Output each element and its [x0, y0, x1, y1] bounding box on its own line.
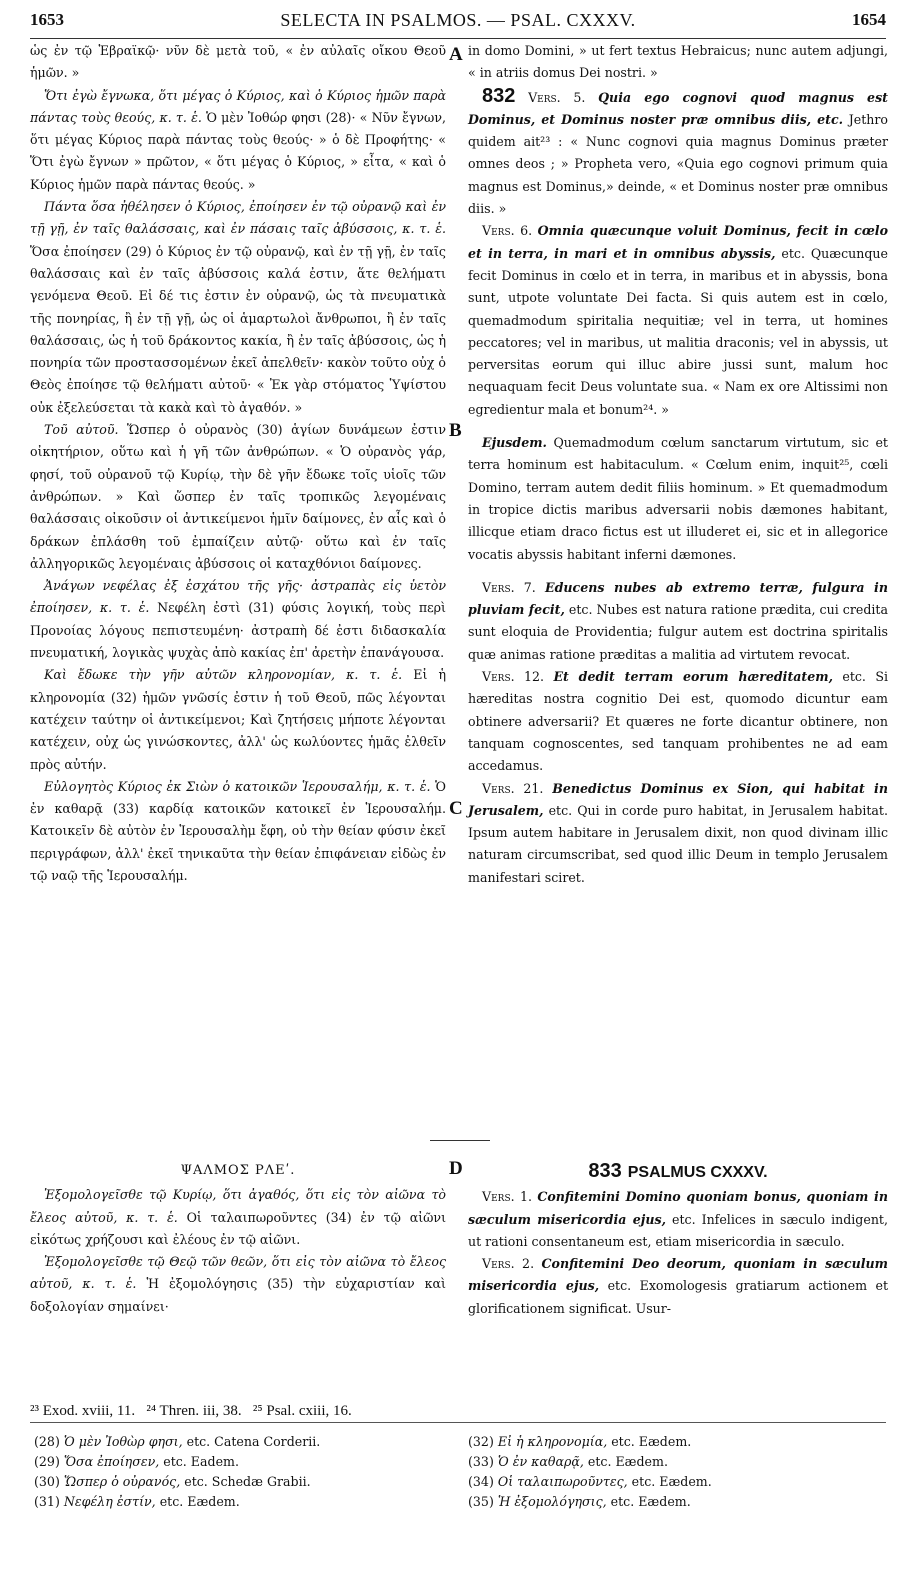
latin-text: etc. Qui in corde puro habitat, in Jerusalem habitat. Ipsum autem habitare in Jerusalem dixit, non quod divinam illic naturam circumscribat, sed quod illic Deum in templo Jerusalem manifestari sciret. — [468, 802, 888, 885]
footnote-reference: Οἱ ταλαιπωροῦντες, — [497, 1474, 628, 1489]
spacer — [468, 566, 888, 577]
psalm-title: PSALMUS CXXXV. — [627, 1164, 768, 1181]
greek-lemma: Τοῦ αὐτοῦ. — [44, 422, 119, 438]
latin-text: Quemadmodum cœlum sanctarum virtutum, sic et terra hominum est habitaculum. « Cœlum enim, inquit²⁵, cœli Domino, terram autem dedit filiis hominum. » Et quemadmodum in tropice dictis maribus adversarii nobis dæmones habitant, illicque etiam draco fictus est ut illuderet ei, sic et in allegorice vocatis abyssis habitant inferni dæmones. — [468, 435, 888, 562]
footnote — [468, 1432, 878, 1452]
greek-lemma: Ἀνάγων νεφέλας ἐξ ἐσχάτου τῆς γῆς· ἀστραπὰς εἰς ὑετὸν ἐποίησεν, κ. τ. ἑ. — [30, 578, 446, 616]
latin-text: etc. Si hæreditas nostra cognitio Dei est, quomodo dicuntur eam obtinere adversarii? Et quæres ne forte dicantur obtinere, non tanquam cognoscentes, sed tanquam prohibentes ne ad eam accedamus. — [468, 669, 888, 774]
page-number-left: 1653 — [30, 10, 64, 29]
margin-letter-a: A — [449, 44, 463, 65]
greek-lemma: Ἐξομολογεῖσθε τῷ Θεῷ τῶν θεῶν, ὅτι εἰς τὸν αἰῶνα τὸ ἔλεος αὐτοῦ, κ. τ. ἑ. — [30, 1254, 446, 1292]
margin-letter-b: B — [449, 420, 462, 441]
footnote-number: (32) — [468, 1434, 494, 1449]
latin-paragraph — [468, 1253, 888, 1320]
footnote-source: etc. Eædem. — [627, 1474, 712, 1489]
latin-text: etc. Infelices in sæculo indigent, ut rationi consentaneum est, etiam misericordia in sæculo. — [468, 1211, 888, 1249]
latin-paragraph — [468, 778, 888, 889]
latin-paragraph — [468, 666, 888, 777]
page-header — [30, 6, 886, 34]
footnote-reference: Νεφέλη ἐστίν, — [63, 1494, 156, 1509]
footnote-reference: Ὁ ἐν καθαρᾷ, — [497, 1454, 584, 1469]
latin-paragraph — [468, 432, 888, 566]
latin-lemma: Confitemini Deo deorum, quoniam in sæculum misericordia ejus, — [468, 1256, 888, 1294]
footnote — [468, 1492, 878, 1512]
greek-lemma: Ὅτι ἐγὼ ἔγνωκα, ὅτι μέγας ὁ Κύριος, καὶ ὁ Κύριος ἡμῶν παρὰ πάντας τοὺς θεούς, κ. τ. ἑ. — [30, 87, 446, 125]
footnote-reference: Ὥσπερ ὁ οὐρανός, — [63, 1474, 181, 1489]
greek-text: ὡς ἐν τῷ Ἑβραϊκῷ· νῦν δὲ μετὰ τοῦ, « ἐν αὐλαῖς οἴκου Θεοῦ ἡμῶν. » — [30, 43, 446, 81]
latin-text: etc. Nubes est natura ratione prædita, cui credita sunt eloquia de Providentia; fulgur autem est doctrina spiritalis quæ animas ratione præditas a malitia ad virtutem revocat. — [468, 602, 888, 662]
footnote — [468, 1472, 878, 1492]
footnote-source: etc. Eædem. — [583, 1454, 668, 1469]
footnote-reference: Ὁ μὲν Ἰοθὼρ φησι, — [63, 1434, 183, 1449]
footnote — [34, 1432, 444, 1452]
footnote-number: (31) — [34, 1494, 60, 1509]
greek-lemma: Καὶ ἔδωκε τὴν γῆν αὐτῶν κληρονομίαν, κ. τ. ἑ. — [44, 667, 403, 683]
latin-text: in domo Domini, » ut fert textus Hebraicus; nunc autem adjungi, « in atriis domus Dei nostri. » — [468, 43, 888, 81]
verse-label: Vers. 6. — [482, 223, 533, 239]
footnote — [34, 1472, 444, 1492]
greek-column-bottom — [30, 1160, 446, 1318]
greek-paragraph — [30, 1184, 446, 1251]
greek-text: Ὁ μὲν Ἰοθώρ φησι (28)· « Νῦν ἔγνων, ὅτι μέγας Κύριος παρὰ πάντας τοὺς θεούς· » ὁ δὲ Προφήτης· « Ὅτι ἐγὼ ἔγνων » πρῶτον, « ὅτι μέγας ὁ Κύριος, » εἶτα, « καὶ ὁ Κύριος ἡμῶν παρὰ πάντας θεούς. » — [30, 109, 446, 192]
margin-letter-c: C — [449, 798, 463, 819]
verse-label: Vers. 21. — [482, 780, 544, 796]
latin-paragraph — [468, 1186, 888, 1253]
greek-text: Ὁ ἐν καθαρᾷ (33) καρδίᾳ κατοικῶν κατοικεῖ ἐν Ἱερουσαλήμ. Κατοικεῖν δὲ αὐτὸν ἐν Ἱερουσαλὴμ ἔφη, οὐ τὴν θείαν φύσιν ἐκεῖ περιγράφων, ἀλλ' ἐκεῖ τηνικαῦτα τὴν θείαν ἐπιφάνειαν εἰδὼς ἐν τῷ ναῷ τῆς Ἱερουσαλήμ. — [30, 778, 446, 883]
verse-label: Vers. 5. — [528, 89, 586, 105]
footnote — [34, 1492, 444, 1512]
column-number: 833 — [588, 1160, 622, 1182]
latin-lemma: Educens nubes ab extremo terræ, fulgura in pluviam fecit, — [468, 579, 888, 618]
greek-text: Ὥσπερ ὁ οὐρανὸς (30) ἁγίων δυνάμεων ἐστιν οἰκητήριον, οὕτω καὶ ἡ γῆ τῶν ἀνθρώπων. « Ὁ οὐρανὸς γάρ, φησί, τοῦ οὐρανοῦ τῷ Κυρίῳ, τὴν δὲ γῆν ἔδωκε τοῖς υἱοῖς τῶν ἀνθρώπων. » Καὶ ὥσπερ ἐν ταῖς τροπικῶς λεγομέναις θαλάσσαις οἰκοῦσιν οἱ ἀντικείμενοι ἡμῖν δαίμονες, ἐν αἷς καὶ ὁ δράκων ἐπλάσθη τοῦ ἐμπαίζειν αὐτῷ· οὕτω καὶ ἐν ταῖς ἀλληγορικῶς λεγομέναις ἀβύσσοις οἱ καταχθόνιοι δαίμονες. — [30, 422, 446, 571]
greek-paragraph — [30, 40, 446, 85]
footnote-reference: Ὅσα ἐποίησεν, — [63, 1454, 160, 1469]
latin-paragraph — [468, 85, 888, 221]
verse-label: Ejusdem. — [482, 435, 547, 451]
greek-paragraph — [30, 575, 446, 664]
scripture-footnotes: ²³ Exod. xviii, 11. ²⁴ Thren. iii, 38. ²⁵ Psal. cxiii, 16. — [30, 1403, 352, 1419]
footnote-source: etc. Catena Corderii. — [182, 1434, 321, 1449]
latin-text: etc. Exomologesis gratiarum actionem et glorificationem significat. Usur- — [468, 1278, 889, 1316]
footnote-reference: Εἰ ἡ κληρονομία, — [497, 1434, 608, 1449]
footnote-number: (33) — [468, 1454, 494, 1469]
verse-label: Vers. 7. — [482, 579, 536, 595]
greek-text: Ὅσα ἐποίησεν (29) ὁ Κύριος ἐν τῷ οὐρανῷ, καὶ ἐν τῇ γῇ, ἐν ταῖς θαλάσσαις καὶ ἐν ταῖς ἀβύσσοις καλά ἐστιν, ἅτε θελήματι γενόμενα Θεοῦ. Εἰ δέ τις ἐστιν ἐν οὐρανῷ, ὡς τὰ πνευματικὰ τῆς πονηρίας, ἢ ἐν τῇ γῇ, ὡς οἱ ἁμαρτωλοὶ ἄνθρωποι, ἢ ἐν ταῖς θαλάσσαις, ὡς ἡ τοῦ δράκοντος κακία, ἢ ἐν ταῖς ἀβύσσοις, ὡς ἡ πονηρία τῶν προστασσομένων ἐκεῖ ἀπελθεῖν· κακὸν τοῦτο οὐχ ὁ Θεὸς ἐποίησε τῷ θελήματι αὐτοῦ· « Ἐκ γὰρ στόματος Ὑψίστου οὐκ ἐξελεύσεται τὰ κακὰ καὶ τὸ ἀγαθόν. » — [30, 243, 446, 415]
verse-label: Vers. 1. — [482, 1189, 532, 1205]
latin-paragraph — [468, 40, 888, 85]
footnote-number: (34) — [468, 1474, 494, 1489]
page-number-right: 1654 — [852, 10, 886, 29]
latin-column-top — [468, 40, 888, 889]
greek-psalm-heading: ΨΑΛΜΟΣ ΡΛΕʹ. — [180, 1163, 296, 1178]
latin-paragraph — [468, 220, 888, 421]
latin-lemma: Confitemini Domino quoniam bonus, quoniam in sæculum misericordia ejus, — [468, 1189, 888, 1227]
footnote-source: etc. Eædem. — [606, 1494, 691, 1509]
greek-text: Εἰ ἡ κληρονομία (32) ἡμῶν γνῶσίς ἐστιν ἡ τοῦ Θεοῦ, πῶς λέγονται κατέχειν ταύτην οἱ ἀντικείμενοι; Καὶ ζητήσεις μήποτε λέγονται κατέχειν, οὐχ ὡς γινώσκοντες, ἀλλ' ὡς κωλύοντες ἡμᾶς ἐλθεῖν πρὸς αὐτήν. — [30, 667, 446, 772]
latin-lemma: Et dedit terram eorum hæreditatem, — [553, 669, 833, 685]
greek-text: Νεφέλη ἐστὶ (31) φύσις λογική, τοὺς περὶ Προνοίας λόγους πεπιστευμένη· ἀστραπὴ δέ ἐστι διδασκαλία πνευματική, λογικὰς ψυχὰς ἀπὸ κακίας ἐπ' ἀρετὴν ἐπανάγουσα. — [30, 600, 446, 661]
footnotes-left — [34, 1432, 444, 1512]
greek-paragraph — [30, 85, 446, 196]
footnote-rule — [30, 1422, 886, 1423]
footnotes-right — [468, 1432, 878, 1512]
greek-paragraph — [30, 664, 446, 775]
greek-lemma: Πάντα ὅσα ἠθέλησεν ὁ Κύριος, ἐποίησεν ἐν τῷ οὐρανῷ καὶ ἐν τῇ γῇ, ἐν ταῖς θαλάσσαις, καὶ ἐν πάσαις ταῖς ἀβύσσοις, κ. τ. ἑ. — [30, 199, 446, 237]
greek-paragraph — [30, 776, 446, 887]
footnote-source: etc. Eædem. — [607, 1434, 692, 1449]
verse-label: Vers. 12. — [482, 669, 545, 685]
latin-text: etc. Quæcunque fecit Dominus in cœlo et in terra, in maribus et in abyssis, bona sunt, utpote voluntate Dei facta. Si quis autem est in cœlo, quemadmodum spiritalia nequitiæ; vel in terra, ut homines peccatores; vel in maribus, ut malitia draconis; vel in abyssis, ut perversitas eorum qui illuc abire jussi sunt, malum hoc nequaquam fecit Deus voluntate sua. « Nam ex ore Altissimi non egredientur mala et bonum²⁴. » — [468, 245, 888, 417]
column-number: 832 — [482, 84, 516, 107]
latin-paragraph — [468, 577, 888, 666]
greek-paragraph — [30, 1251, 446, 1318]
greek-text: Οἱ ταλαιπωροῦντες (34) ἐν τῷ αἰῶνι εἰκότως χρήζουσι καὶ ἐλέους ἐν τῷ αἰῶνι. — [30, 1209, 447, 1247]
margin-letter-d: D — [449, 1158, 463, 1179]
greek-paragraph — [30, 196, 446, 419]
latin-text: Jethro quidem ait²³ : « Nunc cognovi quia magnus Dominus præter omnes deos ; » Propheta vero, «Quia ego cognovi primum quia magnus est Dominus,» deinde, « et Dominus noster præ omnibus diis. » — [468, 111, 889, 217]
section-divider — [430, 1140, 490, 1141]
latin-lemma: Omnia quæcunque voluit Dominus, fecit in cœlo et in terra, in mari et in omnibus abyssis, — [468, 223, 888, 261]
latin-psalm-heading — [468, 1160, 888, 1184]
footnote-number: (30) — [34, 1474, 60, 1489]
footnote-source: etc. Eædem. — [155, 1494, 240, 1509]
greek-text: Ἡ ἐξομολόγησις (35) τὴν εὐχαριστίαν καὶ δοξολογίαν σημαίνει· — [30, 1276, 446, 1314]
latin-column-bottom — [468, 1160, 888, 1320]
footnote-reference: Ἡ ἐξομολόγησις, — [497, 1494, 607, 1509]
footnote-number: (29) — [34, 1454, 60, 1469]
greek-lemma: Εὐλογητὸς Κύριος ἐκ Σιὼν ὁ κατοικῶν Ἱερουσαλήμ, κ. τ. ἑ. — [44, 778, 431, 794]
running-title: SELECTA IN PSALMOS. — PSAL. CXXXV. — [280, 10, 636, 30]
latin-lemma: Benedictus Dominus ex Sion, qui habitat in Jerusalem, — [468, 780, 888, 818]
footnote-number: (28) — [34, 1434, 60, 1449]
footnote — [34, 1452, 444, 1472]
header-rule — [30, 38, 886, 39]
footnote-number: (35) — [468, 1494, 494, 1509]
spacer — [468, 421, 888, 432]
latin-lemma: Quia ego cognovi quod magnus est Dominus, et Dominus noster præ omnibus diis, etc. — [468, 89, 888, 127]
footnote — [468, 1452, 878, 1472]
greek-column-top — [30, 40, 446, 887]
greek-lemma: Ἐξομολογεῖσθε τῷ Κυρίῳ, ὅτι ἀγαθός, ὅτι εἰς τὸν αἰῶνα τὸ ἔλεος αὐτοῦ, κ. τ. ἑ. — [30, 1187, 446, 1225]
verse-label: Vers. 2. — [482, 1256, 535, 1272]
footnote-source: etc. Schedæ Grabii. — [180, 1474, 311, 1489]
greek-paragraph — [30, 419, 446, 575]
footnote-source: etc. Eadem. — [159, 1454, 239, 1469]
